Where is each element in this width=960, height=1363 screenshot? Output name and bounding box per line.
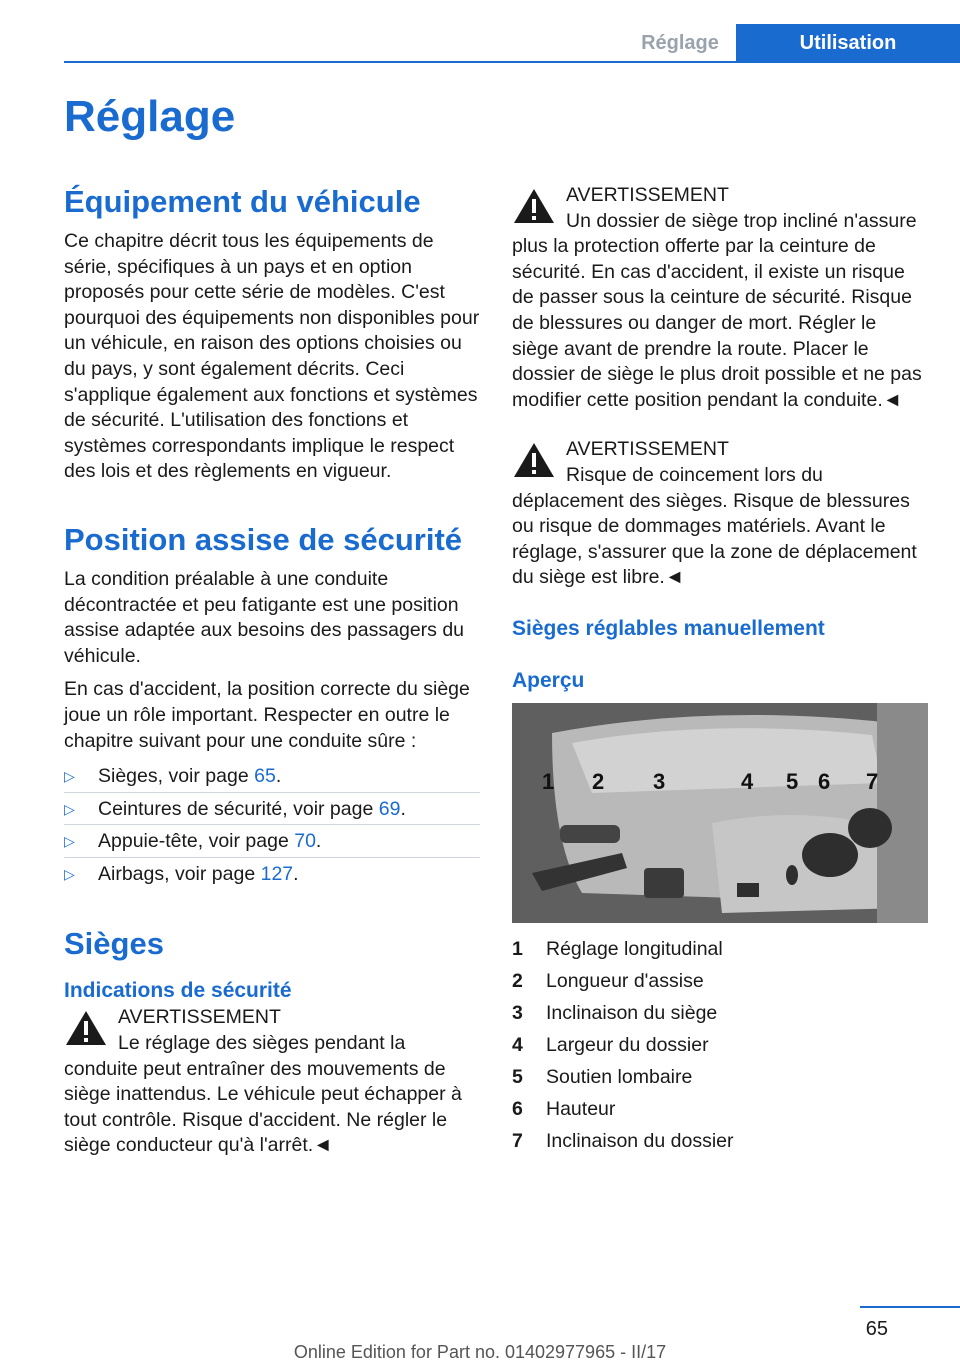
heading-manual-seats: Sièges réglables manuellement <box>512 616 825 640</box>
right-column <box>512 183 928 1157</box>
header-chapter-tab: Utilisation <box>736 24 960 62</box>
warning-title: AVERTISSEMENT <box>566 184 729 206</box>
warning-text: Le réglage des sièges pendant la conduite peut entraîner des mouvements de siège inattendus. Le véhicule peut échapper à tout contrôle. Risque d'accident. Ne régler le siège conducteur qu'à l'arrêt.◄ <box>64 1032 462 1157</box>
warning-title: AVERTISSEMENT <box>118 1006 281 1029</box>
paragraph-position-2: En cas d'accident, la position correcte du siège joue un rôle important. Respecter en outre le chapitre suivant pour une conduite sûre : <box>64 678 470 752</box>
callout-number: 2 <box>592 768 605 794</box>
legend-item: 5 Soutien lombaire <box>512 1065 693 1088</box>
callout-number: 7 <box>866 768 879 794</box>
legend-item: 1 Réglage longitudinal <box>512 937 723 960</box>
callout-number: 5 <box>786 768 799 794</box>
footer-edition: Online Edition for Part no. 01402977965 - II/17 <box>293 1342 667 1362</box>
seat-illustration <box>512 703 928 923</box>
page-title: Réglage <box>64 92 236 141</box>
paragraph-position-1: La condition préalable à une conduite décontractée et peu fatigante est une position assise adaptée aux besoins des passagers du véhicule. <box>64 567 465 667</box>
legend-item: 2 Longueur d'assise <box>512 969 704 992</box>
left-column <box>64 183 480 1159</box>
page-link[interactable]: 127 <box>260 862 294 885</box>
callout-number: 3 <box>653 768 666 794</box>
heading-overview: Aperçu <box>512 668 585 692</box>
header-section-label: Réglage <box>641 31 719 54</box>
heading-seats: Sièges <box>64 926 164 962</box>
legend-item: 4 Largeur du dossier <box>512 1033 709 1056</box>
page-link[interactable]: 69 <box>378 797 401 820</box>
seat-controls-figure <box>512 703 928 923</box>
header-divider <box>64 61 960 63</box>
paragraph-equipment: Ce chapitre décrit tous les équipements de série, spécifiques à un pays et en option proposés pour cette série de modèles. C'est pourquoi des équipements non disponibles pour un véhicule, en raison des options choisies ou du pays, y sont également décrits. Ceci s'applique également aux fonctions et systèmes de sécurité. L'utilisation des fonctions et systèmes correspondants implique le respect des lois et des règlements en vigueur. <box>64 230 480 483</box>
heading-equipment: Équipement du véhicule <box>64 184 421 219</box>
triangle-bullet-icon: ▷ <box>64 833 75 850</box>
triangle-bullet-icon: ▷ <box>64 768 75 785</box>
warning-text: Un dossier de siège trop incliné n'assure plus la protection offerte par la ceinture de sécurité. En cas d'accident, il existe un risque de passer sous la ceinture de sécurité. Risque de blessures ou danger de mort. Régler le siège avant de prendre la route. Placer le dossier de siège le plus droit possible et ne pas modifier cette position pendant la conduite.◄ <box>512 209 922 411</box>
warning-triangle-icon <box>512 187 556 225</box>
triangle-bullet-icon: ▷ <box>64 800 75 817</box>
warning-block <box>64 1005 480 1159</box>
page-link[interactable]: 70 <box>294 830 316 853</box>
list-item: ▷ Ceintures de sécurité, voir page 69. <box>64 793 480 826</box>
reference-list <box>64 760 480 889</box>
legend-item: 6 Hauteur <box>512 1097 616 1120</box>
legend-item: 3 Inclinaison du siège <box>512 1001 718 1024</box>
heading-seating-position: Position assise de sécurité <box>64 521 463 557</box>
warning-block <box>512 437 928 591</box>
legend-item: 7 Inclinaison du dossier <box>512 1129 734 1152</box>
warning-block <box>512 183 928 413</box>
header-tabs <box>624 24 960 62</box>
heading-safety-notes: Indications de sécurité <box>64 979 292 1003</box>
warning-text: Risque de coincement lors du déplacement des sièges. Risque de blessures ou risque de dommages matériels. Avant le réglage, s'assurer que la zone de déplacement du siège est libre.◄ <box>512 463 917 589</box>
callout-number: 4 <box>741 768 754 794</box>
figure-legend <box>512 933 928 1157</box>
warning-triangle-icon <box>512 441 556 479</box>
list-item: ▷ Airbags, voir page 127. <box>64 858 480 890</box>
callout-number: 1 <box>542 768 555 794</box>
triangle-bullet-icon: ▷ <box>64 865 75 882</box>
page-number: 65 <box>865 1318 888 1340</box>
list-item: ▷ Appuie-tête, voir page 70. <box>64 825 480 858</box>
warning-title: AVERTISSEMENT <box>566 438 729 461</box>
warning-triangle-icon <box>64 1009 108 1047</box>
list-item: ▷ Sièges, voir page 65. <box>64 760 480 793</box>
footer-divider <box>860 1306 960 1308</box>
page-link[interactable]: 65 <box>254 765 276 788</box>
callout-number: 6 <box>818 768 831 794</box>
